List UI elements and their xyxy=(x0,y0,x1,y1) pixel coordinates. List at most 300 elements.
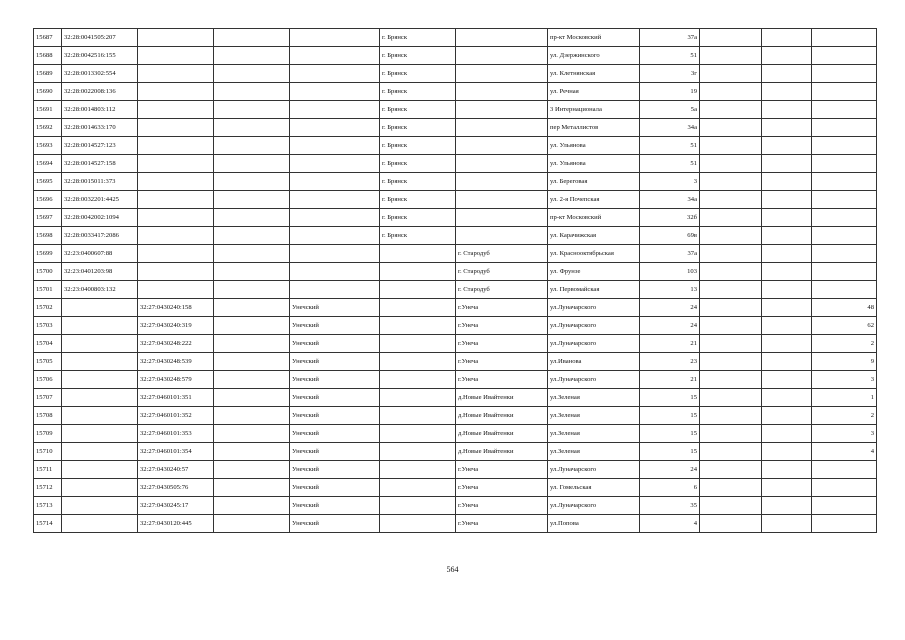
table-row xyxy=(34,497,877,515)
settlement-cell xyxy=(456,227,548,245)
house-number-cell: 5а xyxy=(640,101,700,119)
cadastral-number-2-cell xyxy=(138,209,214,227)
city-cell: г. Брянск xyxy=(380,65,456,83)
cadastral-number-2-cell xyxy=(138,65,214,83)
street-cell: пр-кт Московский xyxy=(548,29,640,47)
cadastral-number-cell: 32:28:0032201:4425 xyxy=(62,191,138,209)
row-number-cell: 15703 xyxy=(34,317,62,335)
row-number-cell: 15707 xyxy=(34,389,62,407)
table-row xyxy=(34,65,877,83)
house-number-cell: 24 xyxy=(640,317,700,335)
cadastral-number-2-cell xyxy=(138,155,214,173)
table-row xyxy=(34,29,877,47)
district-cell xyxy=(290,65,380,83)
row-number-cell: 15696 xyxy=(34,191,62,209)
settlement-cell xyxy=(456,47,548,65)
block-cell xyxy=(762,461,812,479)
settlement-cell xyxy=(456,137,548,155)
cadastral-number-cell: 32:28:0014633:170 xyxy=(62,119,138,137)
table-row xyxy=(34,263,877,281)
row-number-cell: 15700 xyxy=(34,263,62,281)
cadastral-number-2-cell: 32:27:0430245:17 xyxy=(138,497,214,515)
district-cell: Унечский xyxy=(290,335,380,353)
building-cell xyxy=(700,155,762,173)
blank-cell xyxy=(214,29,290,47)
building-cell xyxy=(700,173,762,191)
block-cell xyxy=(762,515,812,533)
apartment-cell xyxy=(812,83,877,101)
block-cell xyxy=(762,425,812,443)
settlement-cell xyxy=(456,209,548,227)
table-row xyxy=(34,137,877,155)
city-cell xyxy=(380,371,456,389)
table-row xyxy=(34,479,877,497)
row-number-cell: 15709 xyxy=(34,425,62,443)
row-number-cell: 15690 xyxy=(34,83,62,101)
city-cell xyxy=(380,245,456,263)
blank-cell xyxy=(214,317,290,335)
building-cell xyxy=(700,371,762,389)
table-row xyxy=(34,317,877,335)
apartment-cell xyxy=(812,497,877,515)
settlement-cell xyxy=(456,101,548,119)
row-number-cell: 15687 xyxy=(34,29,62,47)
district-cell xyxy=(290,245,380,263)
apartment-cell: 2 xyxy=(812,407,877,425)
cadastral-number-cell: 32:28:0013302:554 xyxy=(62,65,138,83)
row-number-cell: 15713 xyxy=(34,497,62,515)
city-cell xyxy=(380,407,456,425)
house-number-cell: 23 xyxy=(640,353,700,371)
settlement-cell: г.Унеча xyxy=(456,461,548,479)
apartment-cell: 3 xyxy=(812,425,877,443)
street-cell: ул. Красноoктябрьская xyxy=(548,245,640,263)
city-cell: г. Брянск xyxy=(380,47,456,65)
house-number-cell: 3г xyxy=(640,65,700,83)
city-cell xyxy=(380,425,456,443)
house-number-cell: 24 xyxy=(640,461,700,479)
building-cell xyxy=(700,101,762,119)
block-cell xyxy=(762,407,812,425)
city-cell: г. Брянск xyxy=(380,155,456,173)
street-cell: ул.Луначарского xyxy=(548,317,640,335)
cadastral-number-2-cell xyxy=(138,47,214,65)
cadastral-number-cell: 32:28:0042516:155 xyxy=(62,47,138,65)
house-number-cell: 15 xyxy=(640,407,700,425)
district-cell: Унечский xyxy=(290,515,380,533)
block-cell xyxy=(762,245,812,263)
district-cell xyxy=(290,227,380,245)
house-number-cell: 103 xyxy=(640,263,700,281)
cadastral-number-2-cell: 32:27:0430120:445 xyxy=(138,515,214,533)
cadastral-number-cell xyxy=(62,443,138,461)
cadastral-number-2-cell: 32:27:0430248:222 xyxy=(138,335,214,353)
city-cell xyxy=(380,443,456,461)
cadastral-number-cell: 32:28:0014803:112 xyxy=(62,101,138,119)
house-number-cell: 21 xyxy=(640,371,700,389)
cadastral-number-cell xyxy=(62,479,138,497)
building-cell xyxy=(700,407,762,425)
city-cell xyxy=(380,389,456,407)
apartment-cell xyxy=(812,461,877,479)
district-cell: Унечский xyxy=(290,299,380,317)
settlement-cell: г.Унеча xyxy=(456,353,548,371)
settlement-cell: г.Унеча xyxy=(456,497,548,515)
row-number-cell: 15695 xyxy=(34,173,62,191)
building-cell xyxy=(700,83,762,101)
building-cell xyxy=(700,443,762,461)
settlement-cell: г.Унеча xyxy=(456,317,548,335)
apartment-cell: 9 xyxy=(812,353,877,371)
block-cell xyxy=(762,119,812,137)
table-row xyxy=(34,353,877,371)
street-cell: пр-кт Московский xyxy=(548,209,640,227)
blank-cell xyxy=(214,101,290,119)
row-number-cell: 15688 xyxy=(34,47,62,65)
cadastral-number-cell xyxy=(62,407,138,425)
district-cell xyxy=(290,209,380,227)
street-cell: ул. Береговая xyxy=(548,173,640,191)
district-cell xyxy=(290,191,380,209)
district-cell: Унечский xyxy=(290,425,380,443)
city-cell xyxy=(380,335,456,353)
house-number-cell: 21 xyxy=(640,335,700,353)
cadastral-number-cell xyxy=(62,389,138,407)
apartment-cell: 1 xyxy=(812,389,877,407)
blank-cell xyxy=(214,83,290,101)
table-row xyxy=(34,299,877,317)
row-number-cell: 15699 xyxy=(34,245,62,263)
district-cell: Унечский xyxy=(290,443,380,461)
house-number-cell: 15 xyxy=(640,443,700,461)
settlement-cell: г.Унеча xyxy=(456,479,548,497)
building-cell xyxy=(700,227,762,245)
apartment-cell: 62 xyxy=(812,317,877,335)
settlement-cell xyxy=(456,65,548,83)
street-cell: ул.Луначарского xyxy=(548,461,640,479)
apartment-cell: 2 xyxy=(812,335,877,353)
street-cell: ул. Клетнянская xyxy=(548,65,640,83)
blank-cell xyxy=(214,515,290,533)
district-cell xyxy=(290,29,380,47)
block-cell xyxy=(762,263,812,281)
cadastral-number-cell: 32:28:0033417:2086 xyxy=(62,227,138,245)
building-cell xyxy=(700,65,762,83)
cadastral-number-2-cell xyxy=(138,29,214,47)
cadastral-number-cell: 32:28:0022008:136 xyxy=(62,83,138,101)
house-number-cell: 15 xyxy=(640,389,700,407)
district-cell xyxy=(290,47,380,65)
block-cell xyxy=(762,371,812,389)
table-row xyxy=(34,83,877,101)
blank-cell xyxy=(214,353,290,371)
block-cell xyxy=(762,443,812,461)
city-cell: г. Брянск xyxy=(380,83,456,101)
table-row xyxy=(34,389,877,407)
blank-cell xyxy=(214,479,290,497)
blank-cell xyxy=(214,443,290,461)
registry-table xyxy=(33,28,877,533)
cadastral-number-2-cell: 32:27:0460101:353 xyxy=(138,425,214,443)
cadastral-number-2-cell xyxy=(138,263,214,281)
row-number-cell: 15714 xyxy=(34,515,62,533)
city-cell xyxy=(380,461,456,479)
blank-cell xyxy=(214,245,290,263)
building-cell xyxy=(700,299,762,317)
blank-cell xyxy=(214,65,290,83)
street-cell: ул. Речная xyxy=(548,83,640,101)
table-row xyxy=(34,101,877,119)
house-number-cell: 3 xyxy=(640,173,700,191)
building-cell xyxy=(700,497,762,515)
blank-cell xyxy=(214,407,290,425)
street-cell: ул.Зеленая xyxy=(548,425,640,443)
cadastral-number-2-cell: 32:27:0430248:579 xyxy=(138,371,214,389)
row-number-cell: 15697 xyxy=(34,209,62,227)
street-cell: ул.Зеленая xyxy=(548,443,640,461)
cadastral-number-2-cell xyxy=(138,101,214,119)
cadastral-number-2-cell xyxy=(138,173,214,191)
city-cell xyxy=(380,515,456,533)
district-cell: Унечский xyxy=(290,461,380,479)
street-cell: ул.Зеленая xyxy=(548,389,640,407)
settlement-cell xyxy=(456,119,548,137)
blank-cell xyxy=(214,425,290,443)
building-cell xyxy=(700,209,762,227)
district-cell: Унечский xyxy=(290,353,380,371)
building-cell xyxy=(700,137,762,155)
house-number-cell: 4 xyxy=(640,515,700,533)
city-cell: г. Брянск xyxy=(380,227,456,245)
cadastral-number-cell: 32:28:0014527:158 xyxy=(62,155,138,173)
settlement-cell xyxy=(456,155,548,173)
block-cell xyxy=(762,317,812,335)
block-cell xyxy=(762,497,812,515)
settlement-cell: г.Унеча xyxy=(456,371,548,389)
settlement-cell xyxy=(456,173,548,191)
city-cell: г. Брянск xyxy=(380,209,456,227)
table-row xyxy=(34,425,877,443)
district-cell: Унечский xyxy=(290,407,380,425)
settlement-cell: г.Унеча xyxy=(456,515,548,533)
street-cell: пер Металлистов xyxy=(548,119,640,137)
registry-table-body xyxy=(34,29,877,533)
page-number: 564 xyxy=(446,565,459,574)
house-number-cell: 69в xyxy=(640,227,700,245)
table-row xyxy=(34,209,877,227)
table-row xyxy=(34,461,877,479)
district-cell xyxy=(290,101,380,119)
building-cell xyxy=(700,281,762,299)
building-cell xyxy=(700,119,762,137)
row-number-cell: 15694 xyxy=(34,155,62,173)
blank-cell xyxy=(214,497,290,515)
block-cell xyxy=(762,353,812,371)
cadastral-number-cell xyxy=(62,371,138,389)
cadastral-number-2-cell xyxy=(138,83,214,101)
row-number-cell: 15705 xyxy=(34,353,62,371)
block-cell xyxy=(762,335,812,353)
apartment-cell xyxy=(812,281,877,299)
street-cell: ул. 2-я Почепская xyxy=(548,191,640,209)
settlement-cell xyxy=(456,83,548,101)
house-number-cell: 32б xyxy=(640,209,700,227)
settlement-cell xyxy=(456,29,548,47)
cadastral-number-cell: 32:23:0400607:88 xyxy=(62,245,138,263)
house-number-cell: 51 xyxy=(640,47,700,65)
row-number-cell: 15692 xyxy=(34,119,62,137)
table-row xyxy=(34,407,877,425)
apartment-cell xyxy=(812,479,877,497)
blank-cell xyxy=(214,191,290,209)
district-cell: Унечский xyxy=(290,497,380,515)
city-cell: г. Брянск xyxy=(380,137,456,155)
apartment-cell xyxy=(812,47,877,65)
blank-cell xyxy=(214,173,290,191)
district-cell xyxy=(290,173,380,191)
cadastral-number-cell: 32:28:0041505:207 xyxy=(62,29,138,47)
blank-cell xyxy=(214,263,290,281)
district-cell xyxy=(290,83,380,101)
street-cell: ул. Карачижская xyxy=(548,227,640,245)
district-cell xyxy=(290,119,380,137)
city-cell xyxy=(380,299,456,317)
city-cell xyxy=(380,497,456,515)
cadastral-number-2-cell: 32:27:0430248:539 xyxy=(138,353,214,371)
row-number-cell: 15704 xyxy=(34,335,62,353)
district-cell xyxy=(290,155,380,173)
building-cell xyxy=(700,47,762,65)
apartment-cell xyxy=(812,119,877,137)
street-cell: ул.Луначарского xyxy=(548,497,640,515)
block-cell xyxy=(762,101,812,119)
blank-cell xyxy=(214,137,290,155)
cadastral-number-2-cell xyxy=(138,245,214,263)
cadastral-number-2-cell: 32:27:0430240:158 xyxy=(138,299,214,317)
blank-cell xyxy=(214,461,290,479)
cadastral-number-cell xyxy=(62,425,138,443)
block-cell xyxy=(762,191,812,209)
building-cell xyxy=(700,479,762,497)
street-cell: ул. Дзержинского xyxy=(548,47,640,65)
cadastral-number-cell xyxy=(62,515,138,533)
block-cell xyxy=(762,227,812,245)
building-cell xyxy=(700,263,762,281)
table-row xyxy=(34,281,877,299)
district-cell xyxy=(290,263,380,281)
blank-cell xyxy=(214,335,290,353)
street-cell: ул. Первомайская xyxy=(548,281,640,299)
row-number-cell: 15693 xyxy=(34,137,62,155)
building-cell xyxy=(700,515,762,533)
house-number-cell: 35 xyxy=(640,497,700,515)
table-row xyxy=(34,119,877,137)
block-cell xyxy=(762,281,812,299)
house-number-cell: 15 xyxy=(640,425,700,443)
cadastral-number-2-cell xyxy=(138,281,214,299)
cadastral-number-cell xyxy=(62,317,138,335)
blank-cell xyxy=(214,389,290,407)
building-cell xyxy=(700,425,762,443)
city-cell: г. Брянск xyxy=(380,191,456,209)
house-number-cell: 37а xyxy=(640,29,700,47)
street-cell: ул. Фрунзе xyxy=(548,263,640,281)
cadastral-number-cell: 32:28:0014527:123 xyxy=(62,137,138,155)
district-cell: Унечский xyxy=(290,317,380,335)
block-cell xyxy=(762,173,812,191)
block-cell xyxy=(762,479,812,497)
blank-cell xyxy=(214,281,290,299)
block-cell xyxy=(762,29,812,47)
apartment-cell xyxy=(812,65,877,83)
cadastral-number-cell xyxy=(62,353,138,371)
street-cell: ул.Луначарского xyxy=(548,299,640,317)
table-row xyxy=(34,155,877,173)
settlement-cell: д.Новые Ивайтенки xyxy=(456,389,548,407)
cadastral-number-cell xyxy=(62,299,138,317)
blank-cell xyxy=(214,155,290,173)
settlement-cell: г. Стародуб xyxy=(456,263,548,281)
apartment-cell xyxy=(812,227,877,245)
apartment-cell: 48 xyxy=(812,299,877,317)
apartment-cell xyxy=(812,515,877,533)
cadastral-number-cell xyxy=(62,497,138,515)
district-cell xyxy=(290,281,380,299)
block-cell xyxy=(762,65,812,83)
row-number-cell: 15701 xyxy=(34,281,62,299)
cadastral-number-2-cell xyxy=(138,227,214,245)
settlement-cell: д.Новые Ивайтенки xyxy=(456,407,548,425)
settlement-cell: г. Стародуб xyxy=(456,281,548,299)
apartment-cell: 4 xyxy=(812,443,877,461)
street-cell: ул. Ульянова xyxy=(548,137,640,155)
row-number-cell: 15706 xyxy=(34,371,62,389)
apartment-cell xyxy=(812,191,877,209)
row-number-cell: 15711 xyxy=(34,461,62,479)
blank-cell xyxy=(214,299,290,317)
row-number-cell: 15712 xyxy=(34,479,62,497)
city-cell xyxy=(380,353,456,371)
table-row xyxy=(34,227,877,245)
cadastral-number-2-cell: 32:27:0430240:319 xyxy=(138,317,214,335)
blank-cell xyxy=(214,209,290,227)
building-cell xyxy=(700,29,762,47)
street-cell: ул.Зеленая xyxy=(548,407,640,425)
apartment-cell xyxy=(812,29,877,47)
cadastral-number-cell: 32:23:0400803:132 xyxy=(62,281,138,299)
city-cell: г. Брянск xyxy=(380,173,456,191)
city-cell xyxy=(380,263,456,281)
cadastral-number-cell xyxy=(62,335,138,353)
building-cell xyxy=(700,317,762,335)
district-cell: Унечский xyxy=(290,389,380,407)
city-cell: г. Брянск xyxy=(380,29,456,47)
house-number-cell: 34а xyxy=(640,119,700,137)
street-cell: ул.Попова xyxy=(548,515,640,533)
house-number-cell: 37а xyxy=(640,245,700,263)
cadastral-number-cell: 32:28:0042002:1094 xyxy=(62,209,138,227)
apartment-cell xyxy=(812,155,877,173)
cadastral-number-2-cell xyxy=(138,137,214,155)
table-row xyxy=(34,191,877,209)
cadastral-number-2-cell xyxy=(138,119,214,137)
building-cell xyxy=(700,353,762,371)
cadastral-number-cell xyxy=(62,461,138,479)
block-cell xyxy=(762,389,812,407)
cadastral-number-2-cell: 32:27:0460101:351 xyxy=(138,389,214,407)
block-cell xyxy=(762,137,812,155)
apartment-cell xyxy=(812,245,877,263)
